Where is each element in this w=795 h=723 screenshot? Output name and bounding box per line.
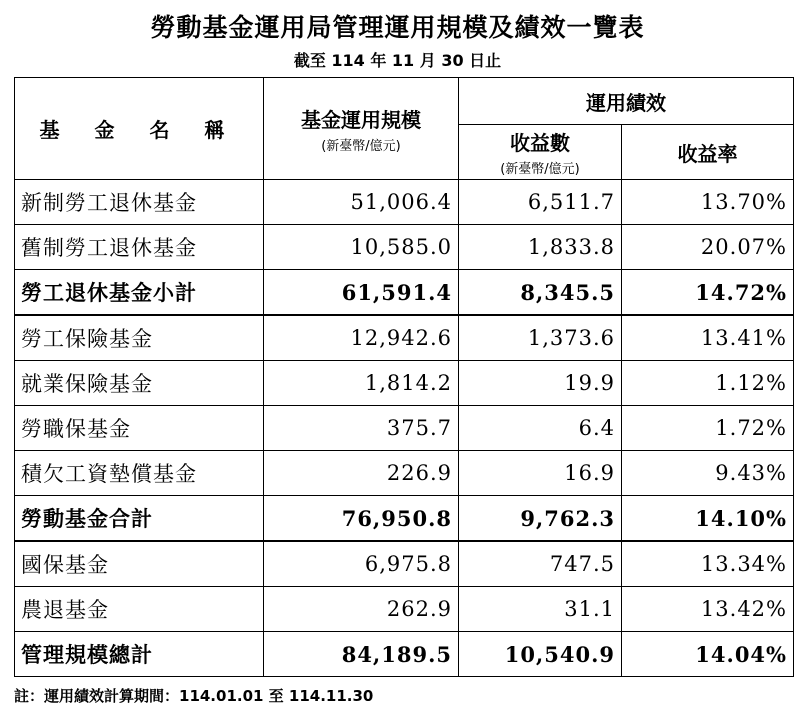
- scale-cell: 76,950.8: [264, 496, 459, 542]
- rate-cell: 13.42%: [622, 587, 794, 632]
- rate-cell: 20.07%: [622, 225, 794, 270]
- income-cell: 1,833.8: [459, 225, 622, 270]
- scale-cell: 375.7: [264, 406, 459, 451]
- header-scale-unit: (新臺幣/億元): [321, 138, 401, 154]
- rate-cell: 13.34%: [622, 541, 794, 587]
- income-cell: 747.5: [459, 541, 622, 587]
- rate-cell: 13.70%: [622, 180, 794, 225]
- date-subtitle: 截至 114 年 11 月 30 日止: [293, 51, 502, 70]
- rate-cell: 14.04%: [622, 632, 794, 677]
- scale-cell: 84,189.5: [264, 632, 459, 677]
- page-title: 勞動基金運用局管理運用規模及績效一覽表: [150, 13, 645, 42]
- scale-cell: 226.9: [264, 451, 459, 496]
- header-fund-name-label: 基 金 名 稱: [39, 118, 239, 142]
- fund-name-cell: 積欠工資墊償基金: [15, 451, 264, 496]
- fund-name-cell: 農退基金: [15, 587, 264, 632]
- fund-name-cell: 國保基金: [15, 541, 264, 587]
- fund-name-cell: 新制勞工退休基金: [15, 180, 264, 225]
- table-row: [15, 587, 794, 632]
- header-rate: 收益率: [622, 125, 794, 180]
- table-row: [15, 315, 794, 361]
- footnote: 註：運用績效計算期間：114.01.01 至 114.11.30: [14, 687, 374, 705]
- header-fund-name: [15, 78, 264, 180]
- income-cell: 1,373.6: [459, 315, 622, 361]
- labor-fund-total-row: [15, 496, 794, 542]
- header-scale: [264, 78, 459, 180]
- rate-cell: 14.72%: [622, 270, 794, 316]
- subtotal-row: [15, 270, 794, 316]
- grand-total-row: [15, 632, 794, 677]
- fund-name-cell: 舊制勞工退休基金: [15, 225, 264, 270]
- fund-name-cell: 勞工退休基金小計: [15, 270, 264, 316]
- header-income-unit: (新臺幣/億元): [500, 162, 580, 177]
- income-cell: 8,345.5: [459, 270, 622, 316]
- scale-cell: 12,942.6: [264, 315, 459, 361]
- income-cell: 16.9: [459, 451, 622, 496]
- table-row: [15, 406, 794, 451]
- income-cell: 10,540.9: [459, 632, 622, 677]
- fund-name-cell: 管理規模總計: [15, 632, 264, 677]
- rate-cell: 9.43%: [622, 451, 794, 496]
- fund-name-cell: 勞動基金合計: [15, 496, 264, 542]
- scale-cell: 1,814.2: [264, 361, 459, 406]
- rate-cell: 1.72%: [622, 406, 794, 451]
- income-cell: 6.4: [459, 406, 622, 451]
- income-cell: 9,762.3: [459, 496, 622, 542]
- table-row: [15, 361, 794, 406]
- scale-cell: 61,591.4: [264, 270, 459, 316]
- table-row: [15, 541, 794, 587]
- rate-cell: 14.10%: [622, 496, 794, 542]
- fund-performance-table: [14, 77, 794, 677]
- table-row: [15, 451, 794, 496]
- income-cell: 31.1: [459, 587, 622, 632]
- scale-cell: 6,975.8: [264, 541, 459, 587]
- fund-name-cell: 勞職保基金: [15, 406, 264, 451]
- income-cell: 19.9: [459, 361, 622, 406]
- rate-cell: 13.41%: [622, 315, 794, 361]
- income-cell: 6,511.7: [459, 180, 622, 225]
- header-performance: 運用績效: [459, 78, 794, 125]
- table-row: [15, 180, 794, 225]
- fund-name-cell: 就業保險基金: [15, 361, 264, 406]
- header-scale-label: 基金運用規模: [301, 107, 421, 132]
- fund-name-cell: 勞工保險基金: [15, 315, 264, 361]
- scale-cell: 10,585.0: [264, 225, 459, 270]
- header-income: [459, 125, 622, 180]
- rate-cell: 1.12%: [622, 361, 794, 406]
- scale-cell: 262.9: [264, 587, 459, 632]
- table-row: [15, 225, 794, 270]
- scale-cell: 51,006.4: [264, 180, 459, 225]
- header-income-label: 收益數: [510, 131, 570, 155]
